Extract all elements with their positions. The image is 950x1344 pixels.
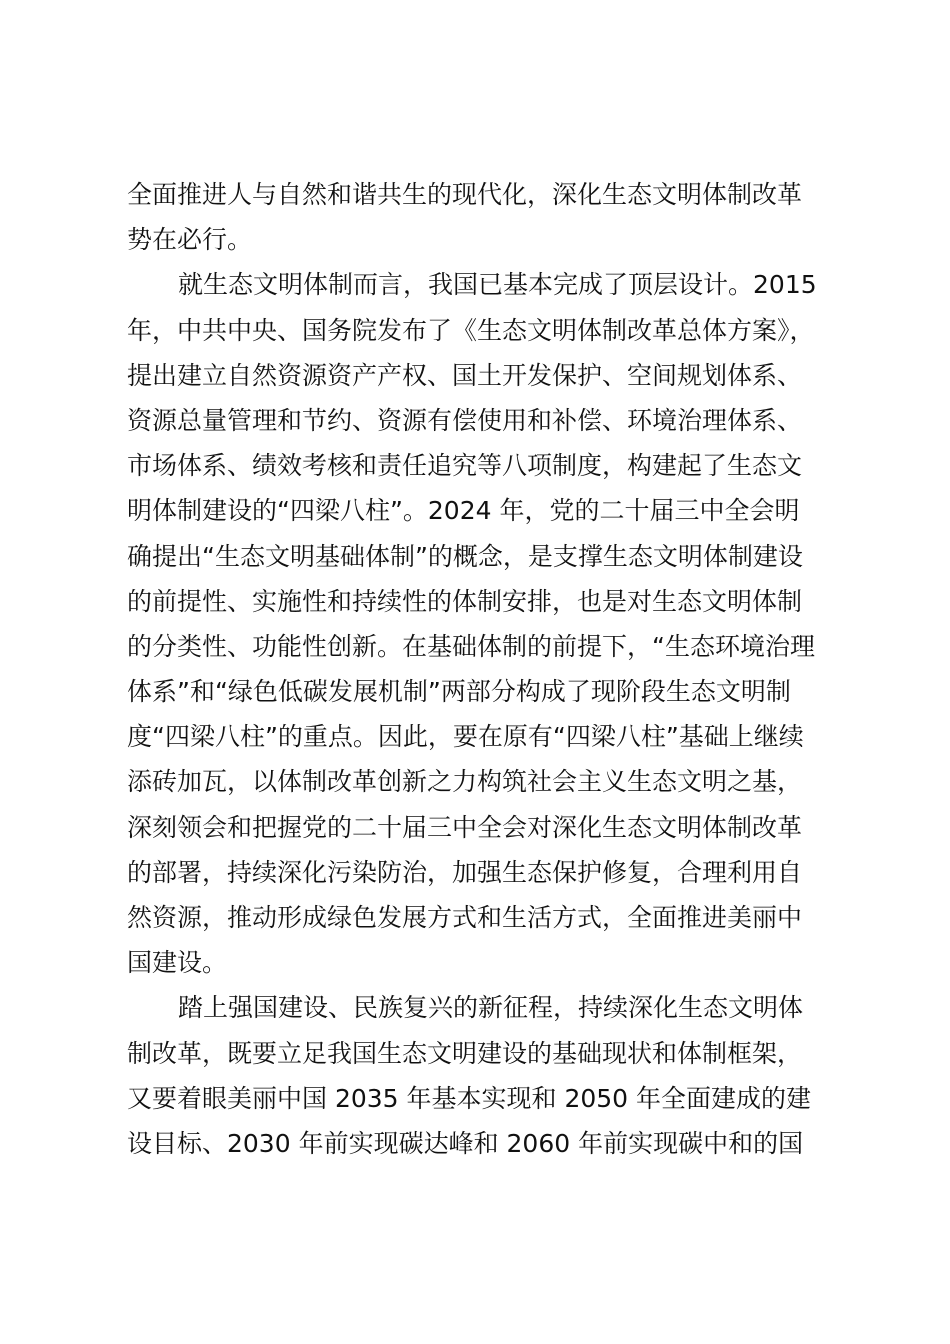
text-line: 体系”和“绿色低碳发展机制”两部分构成了现阶段生态文明制 <box>127 677 791 707</box>
text-line: 全面推进人与自然和谐共生的现代化，深化生态文明体制改革 <box>127 180 803 209</box>
text-line: 然资源，推动形成绿色发展方式和生活方式，全面推进美丽中 <box>127 903 803 932</box>
text-line: 资源总量管理和节约、资源有偿使用和补偿、环境治理体系、 <box>127 405 803 435</box>
text-line: 的部署，持续深化污染防治，加强生态保护修复，合理利用自 <box>127 857 803 887</box>
text-line: 设目标、2030 年前实现碳达峰和 2060 年前实现碳中和的国 <box>127 1128 804 1158</box>
body-text <box>127 172 847 1166</box>
text-line: 市场体系、绩效考核和责任追究等八项制度，构建起了生态文 <box>127 451 803 481</box>
text-line: 势在必行。 <box>127 225 253 255</box>
text-line: 确提出“生态文明基础体制”的概念，是支撑生态文明体制建设 <box>127 541 803 571</box>
paragraph-first-line: 就生态文明体制而言，我国已基本完成了顶层设计。2015 <box>178 270 817 300</box>
text-line: 度“四梁八柱”的重点。因此，要在原有“四梁八柱”基础上继续 <box>127 722 804 752</box>
text-line: 提出建立自然资源资产产权、国土开发保护、空间规划体系、 <box>127 360 803 390</box>
text-line: 深刻领会和把握党的二十届三中全会对深化生态文明体制改革 <box>127 812 803 842</box>
text-line: 制改革，既要立足我国生态文明建设的基础现状和体制框架， <box>127 1038 803 1068</box>
text-line: 国建设。 <box>127 948 228 978</box>
text-line: 明体制建设的“四梁八柱”。2024 年，党的二十届三中全会明 <box>127 496 800 526</box>
paragraph-first-line: 踏上强国建设、民族复兴的新征程，持续深化生态文明体 <box>178 993 804 1023</box>
text-line: 又要着眼美丽中国 2035 年基本实现和 2050 年全面建成的建 <box>127 1083 812 1113</box>
text-line: 年，中共中央、国务院发布了《生态文明体制改革总体方案》， <box>127 315 815 345</box>
text-line: 的分类性、功能性创新。在基础体制的前提下，“生态环境治理 <box>127 631 815 661</box>
text-line: 添砖加瓦，以体制改革创新之力构筑社会主义生态文明之基， <box>127 767 803 797</box>
text-line: 的前提性、实施性和持续性的体制安排，也是对生态文明体制 <box>127 586 803 616</box>
